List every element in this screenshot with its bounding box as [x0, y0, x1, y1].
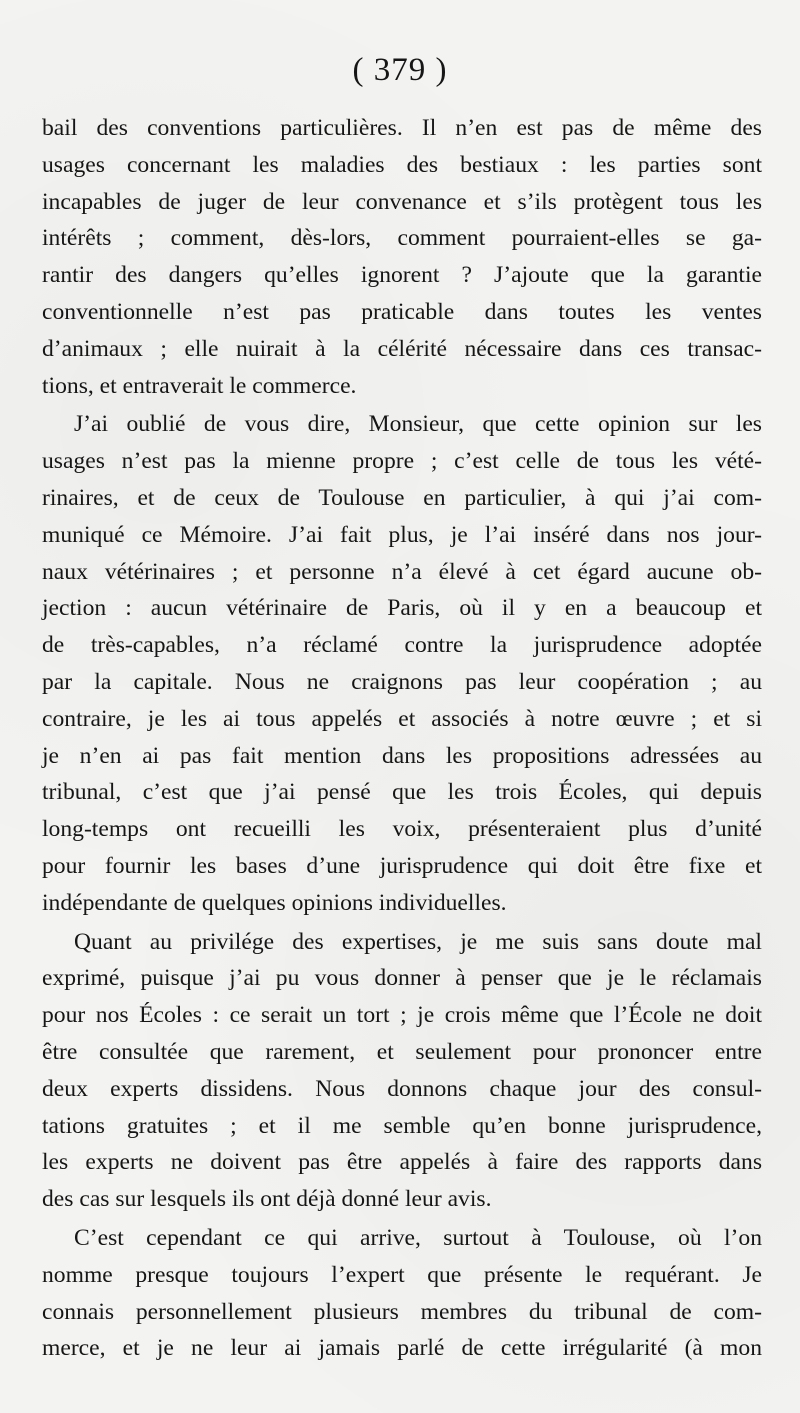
text-line: contraire, je les ai tous appelés et associés à notre œuvre ; et si [42, 705, 762, 732]
text-line: rantir des dangers qu’elles ignorent ? J’ajoute que la garantie [42, 262, 762, 289]
text-line: je n’en ai pas fait mention dans les propositions adressées au [42, 742, 762, 769]
text-line: indépendante de quelques opinions individuelles. [42, 889, 507, 916]
text-line: les experts ne doivent pas être appelés à faire des rapports dans [42, 1149, 762, 1176]
text-line: tations gratuites ; et il me semble qu’en bonne jurisprudence, [42, 1112, 762, 1139]
text-line: rinaires, et de ceux de Toulouse en particulier, à qui j’ai com- [42, 484, 762, 511]
text-line: exprimé, puisque j’ai pu vous donner à penser que je le réclamais [42, 965, 762, 992]
text-line: merce, et je ne leur ai jamais parlé de cette irrégularité (à mon [42, 1335, 762, 1362]
text-line: usages concernant les maladies des bestiaux : les parties sont [42, 151, 762, 178]
text-line: tribunal, c’est que j’ai pensé que les trois Écoles, qui depuis [42, 779, 762, 806]
text-line: usages n’est pas la mienne propre ; c’est celle de tous les vété- [42, 448, 762, 475]
text-line: être consultée que rarement, et seulement pour prononcer entre [42, 1038, 762, 1065]
text-line: des cas sur lesquels ils ont déjà donné leur avis. [42, 1186, 492, 1213]
text-line: naux vétérinaires ; et personne n’a élevé à cet égard aucune ob- [42, 558, 762, 585]
text-line: long-temps ont recueilli les voix, présenteraient plus d’unité [42, 816, 762, 843]
text-line: nomme presque toujours l’expert que présente le requérant. Je [42, 1261, 762, 1288]
text-line: intérêts ; comment, dès-lors, comment pourraient-elles se ga- [42, 225, 762, 252]
text-line: connais personnellement plusieurs membres du tribunal de com- [42, 1298, 762, 1325]
text-line: pour fournir les bases d’une jurisprudence qui doit être fixe et [42, 852, 762, 879]
page-number: ( 379 ) [352, 52, 448, 88]
text-line: C’est cependant ce qui arrive, surtout à Toulouse, où l’on [74, 1224, 762, 1251]
text-line: pour nos Écoles : ce serait un tort ; je crois même que l’École ne doit [42, 1002, 762, 1029]
text-line: de très-capables, n’a réclamé contre la jurisprudence adoptée [42, 632, 762, 659]
body-text [42, 110, 762, 1369]
paragraph-2 [42, 406, 762, 921]
text-line: muniqué ce Mémoire. J’ai fait plus, je l’ai inséré dans nos jour- [42, 521, 762, 548]
text-line: bail des conventions particulières. Il n’en est pas de même des [42, 115, 762, 141]
text-line: Quant au privilége des expertises, je me suis sans doute mal [74, 928, 762, 955]
text-line: incapables de juger de leur convenance et s’ils protègent tous les [42, 188, 762, 215]
text-line: deux experts dissidens. Nous donnons chaque jour des consul- [42, 1075, 762, 1102]
text-line: jection : aucun vétérinaire de Paris, où il y en a beaucoup et [42, 595, 762, 622]
text-line: tions, et entraverait le commerce. [42, 372, 357, 399]
paragraph-3 [42, 924, 762, 1218]
paragraph-1 [42, 110, 762, 404]
text-line: conventionnelle n’est pas praticable dans toutes les ventes [42, 298, 762, 325]
text-line: J’ai oublié de vous dire, Monsieur, que cette opinion sur les [74, 411, 762, 438]
paragraph-4 [42, 1220, 762, 1367]
text-line: d’animaux ; elle nuirait à la célérité nécessaire dans ces transac- [42, 335, 762, 362]
text-line: par la capitale. Nous ne craignons pas leur coopération ; au [42, 668, 762, 695]
